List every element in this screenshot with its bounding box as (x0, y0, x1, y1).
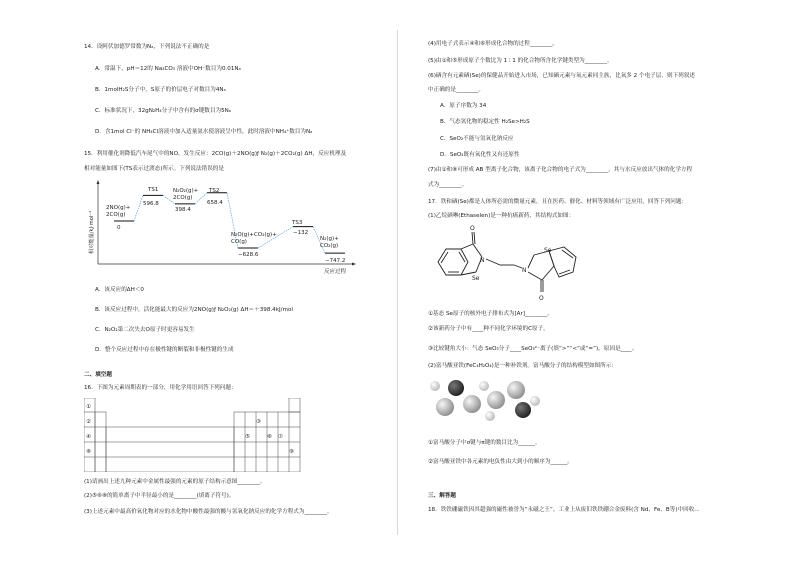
fumaric-acid-model (428, 374, 543, 432)
q15-option-a: A．该反应的ΔH＜0 (95, 287, 144, 293)
value-label-0: 0 (117, 225, 121, 231)
species-label-n2o2-1: N₂O₂(g)+ (173, 188, 199, 194)
q17-part2-stem: (2)富马酸亚铁(FeC₄H₂O₄)是一种补铁剂。富马酸分子的结构模型如图所示： (428, 363, 617, 369)
pt-label-9: ⑨ (289, 449, 294, 455)
atom-n-right: N (522, 267, 527, 274)
y-axis-label: 相对能量/kJ·mol⁻¹ (89, 210, 95, 254)
q15-option-b: B．该反应过程中，活化能最大的反应为2NO(g)ƒ N₂O₂(g) ΔH＝＋398.4kJ/mol (95, 307, 293, 313)
atom-se-left: Se (472, 275, 480, 282)
q16-part4: (4)用电子式表示④和⑥形成化合物的过程________。 (428, 41, 558, 47)
value-label-int2: −628.6 (238, 252, 259, 258)
pt-label-6: ⑥ (267, 434, 272, 440)
pt-label-8: ⑧ (86, 449, 91, 455)
q17-part1-2: ②该新药分子中有____种不同化学环境的C原子。 (428, 326, 549, 332)
q16-part7-line2: 式为________。 (428, 182, 468, 188)
q17-part1-3: ③比较键角大小：气态 SeO₃分子____SeO₃²⁻离子(填“>”“<”或“=”)，原因是____。 (428, 346, 638, 352)
q17-part1-1: ①基态 Se原子的核外电子排布式为[Ar]________。 (428, 311, 553, 317)
q16-part3: (3)上述元素中最高价氧化物对应的水化物中酸性最强的酸与氢氧化钠反应的化学方程式为________。 (84, 509, 333, 515)
pt-label-3: ③ (256, 419, 261, 425)
species-label-n2o-1: N₂O(g)+CO₂(g)+ (231, 232, 277, 238)
energy-connector-2 (195, 193, 207, 204)
q18-stem: 18．铁铁硼磁铁因其超强的磁性被誉为“永磁之王”。工业上从废旧铁铁硼合金废料(含 Nd、Fe、B等)中回收... (428, 507, 700, 513)
species-label-products-2: CO₂(g) (320, 243, 339, 249)
species-label-reactants-2: 2CO(g) (106, 212, 126, 218)
ethaselen-structure (428, 222, 588, 304)
periodic-table-fragment (84, 398, 310, 472)
q15-option-d: D．整个反应过程中存在极性键的断裂和非极性键的生成 (95, 347, 234, 353)
column-divider (397, 30, 398, 535)
value-label-ts1: 596.8 (143, 201, 159, 207)
atom-n-left: N (480, 257, 485, 264)
pt-label-2: ② (86, 419, 91, 425)
pt-label-7: ⑦ (278, 434, 283, 440)
ts3-label: TS3 (292, 220, 303, 226)
section-answer-heading: 三、解答题 (428, 493, 456, 499)
atom-o-left: O (470, 225, 475, 232)
q17-stem: 17．铁和硒(Se)都是人体所必需的微量元素，且在医药、催化、材料等领域有广泛应用，回答下列问题： (428, 199, 688, 205)
value-label-ts2: 658.4 (207, 200, 223, 206)
q16-part2: (2)⑤⑥⑧的简单离子中半径最小的是________(填离子符号)。 (84, 493, 235, 499)
q16-stem: 16．下图为元素周期表的一部分，用化学用语回答下列问题： (84, 385, 237, 391)
q17-part1-stem: (1)乙烷硒啉(Ethaselen)是一种抗癌新药，其结构式如图： (428, 213, 575, 219)
value-label-int1: 398.4 (175, 207, 191, 213)
species-label-n2o-2: CO(g) (231, 239, 247, 245)
q15-stem-line2: 相对能量如图下(TS表示过渡态)所示。下列说法错误的是 (84, 166, 224, 172)
q16-part6-option-c: C．SeO₂不能与氢氧化钠反应 (440, 136, 514, 142)
q16-part6-option-d: D．SeO₂既有氧化性又有还原性 (440, 152, 520, 158)
species-label-products-1: N₂(g)+ (320, 236, 339, 242)
q17-part2-2: ②富马酸亚铁中各元素的电负性由大到小的顺序为______。 (428, 459, 573, 465)
q16-part6-option-a: A．原子序数为 34 (440, 103, 487, 109)
energy-profile-chart (86, 180, 366, 280)
q15-stem-line1: 15．利用催化剂降低汽车尾气中的NO，发生反应：2CO(g)＋2NO(g)ƒ N₂(g)＋2CO₂(g) ΔH，反应机理及 (84, 151, 347, 157)
species-label-n2o2-2: 2CO(g) (173, 195, 193, 201)
x-axis-label: 反应过程 (324, 269, 347, 275)
q14-option-a: A．常温下，pH＝12的 Na₂CO₃ 溶液中OH⁻数目为0.01Nₐ (95, 66, 241, 72)
q14-option-c: C．标准状况下，32gN₂H₄分子中含有的σ键数目为5Nₐ (95, 108, 232, 114)
ts1-label: TS1 (148, 187, 159, 193)
pt-label-1: ① (86, 404, 91, 410)
q16-part6-line2: 中正确的是________。 (428, 87, 484, 93)
species-label-reactants-1: 2NO(g)+ (106, 205, 131, 211)
section-fill-in-heading: 二、填空题 (84, 372, 112, 378)
pt-label-5: ⑤ (245, 434, 250, 440)
q16-part6-option-b: B．气态氢化物的稳定性 H₂Se>H₂S (440, 119, 530, 125)
q14-option-d: D．含1mol Cl⁻的 NH₄Cl溶液中加入适量氨水使溶液呈中性，此时溶液中NH₄⁺数目为Nₐ (95, 129, 313, 135)
energy-connector-0 (134, 195, 143, 221)
q16-part1: (1)请画出上述九种元素中金属性最强的元素的原子结构示意图________。 (84, 479, 266, 485)
q16-part5: (5)由①和⑤形成原子个数比为 1 ∶ 1 的化合物所含化学键类型为________。 (428, 58, 613, 64)
atom-o-right: O (539, 295, 544, 302)
value-label-products: −747.2 (325, 258, 346, 264)
q17-part2-1: ①富马酸分子中σ键与π键的数目比为______。 (428, 440, 541, 446)
q16-part7-line1: (7)由①和⑧可形成 AB 型离子化合物，该离子化合物的电子式为________，其与水反应放出气体的化学方程 (428, 167, 693, 173)
ts2-label: TS2 (209, 188, 220, 194)
q14-option-b: B．1molH₂S分子中，S原子的价层电子对数目为4Nₐ (95, 87, 226, 93)
q14-stem: 14．设阿伏加德罗常数为Nₐ，下列说法不正确的是 (84, 44, 210, 50)
q15-option-c: C．N₂O₂第二次失去O原子时更容易发生 (95, 327, 195, 333)
value-label-ts3: −132 (293, 230, 309, 236)
atom-se-right: Se (544, 247, 552, 254)
q16-part6-line1: (6)硒含有元素硒(Se)的保健品开始进入市场，已知硒元素与氧元素同主族，比氧多 2 个电子层，则下列叙述 (428, 73, 695, 79)
pt-label-4: ④ (86, 434, 91, 440)
